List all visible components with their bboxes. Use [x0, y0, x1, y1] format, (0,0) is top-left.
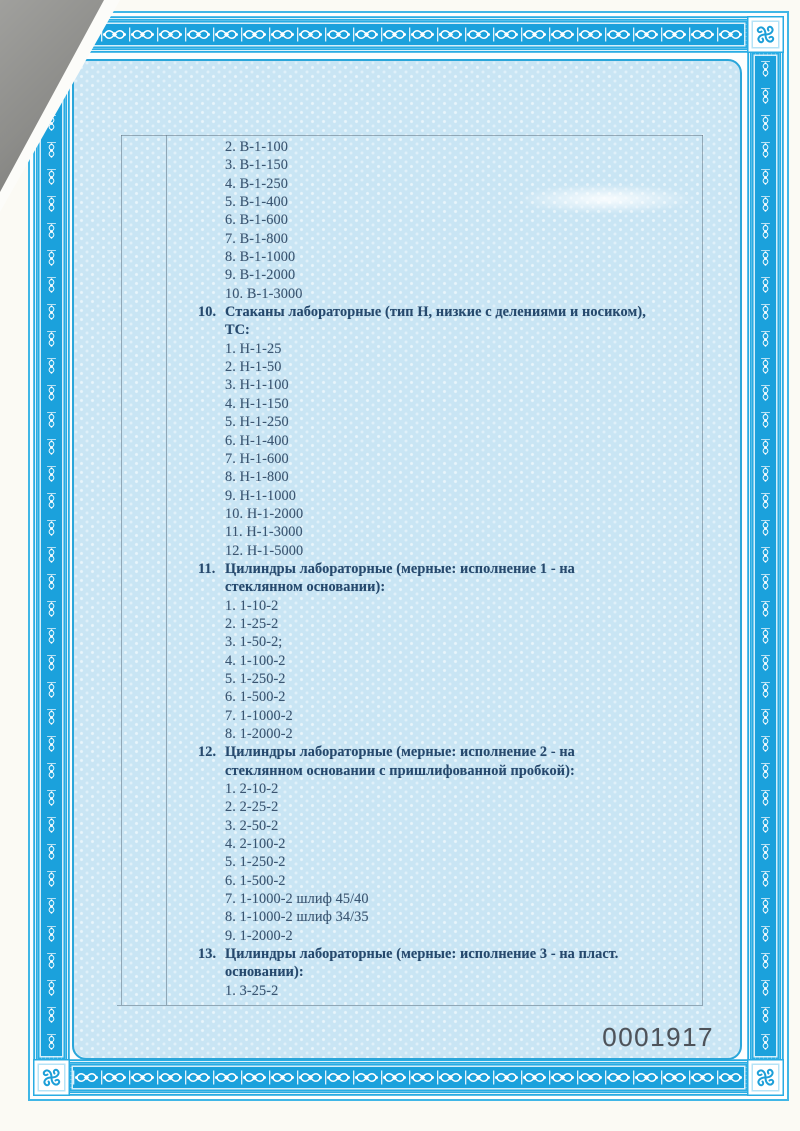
product-list: [198, 138, 709, 1000]
ornament-motif-icon: [43, 353, 60, 380]
ornament-motif-icon: [465, 26, 492, 43]
ornament-motif-icon: [43, 921, 60, 948]
ornament-motif-icon: [241, 26, 268, 43]
list-item-line: 10. Н-1-2000: [225, 505, 304, 522]
list-item-line: 4. 1-100-2: [225, 652, 286, 669]
ornament-motif-icon: [43, 218, 60, 245]
list-item-line: 1. 3-25-2: [225, 982, 279, 999]
ornament-motif-icon: [43, 893, 60, 920]
list-item-line: 3. В-1-150: [225, 157, 288, 174]
section-number: 12.: [198, 744, 217, 761]
ornament-motif-icon: [297, 26, 324, 43]
ornament-motif-icon: [381, 1069, 408, 1086]
ornament-motif-icon: [549, 1069, 576, 1086]
ornament-motif-icon: [353, 26, 380, 43]
ornament-motif-icon: [465, 1069, 492, 1086]
corner-ornament-bottom-left: [33, 1059, 70, 1096]
ornament-motif-icon: [757, 191, 774, 218]
ornament-motif-icon: [757, 921, 774, 948]
list-item-line: 3. 1-50-2;: [225, 634, 283, 651]
list-item-line: 7. В-1-800: [225, 230, 288, 247]
ornament-motif-icon: [43, 569, 60, 596]
list-item-line: 5. Н-1-250: [225, 414, 289, 431]
ornament-motif-icon: [549, 26, 576, 43]
ornament-motif-icon: [43, 515, 60, 542]
list-item-line: 8. 1-1000-2 шлиф 34/35: [225, 909, 369, 926]
list-item-line: 1. Н-1-25: [225, 340, 282, 357]
list-item-line: 12. Н-1-5000: [225, 542, 304, 559]
list-item-line: 3. Н-1-100: [225, 377, 289, 394]
ornament-motif-icon: [757, 83, 774, 110]
list-item-line: 8. 1-2000-2: [225, 726, 293, 742]
ornament-motif-icon: [43, 191, 60, 218]
ornament-motif-icon: [689, 26, 716, 43]
ornament-motif-icon: [757, 488, 774, 515]
ornament-motif-icon: [661, 1069, 688, 1086]
list-item-line: 10. В-1-3000: [225, 285, 303, 302]
list-item-line: 4. 2-100-2: [225, 836, 286, 853]
ornament-motif-icon: [757, 758, 774, 785]
ornament-motif-icon: [757, 623, 774, 650]
ornament-motif-icon: [213, 1069, 240, 1086]
section-number: 13.: [198, 946, 217, 963]
ornament-motif-icon: [101, 1069, 128, 1086]
section-header-line: основании):: [225, 964, 304, 981]
list-item-line: 3. 2-50-2: [225, 817, 279, 834]
ornament-motif-icon: [757, 1002, 774, 1029]
ornament-motif-icon: [353, 1069, 380, 1086]
ornament-motif-icon: [43, 164, 60, 191]
ornament-motif-icon: [43, 407, 60, 434]
list-item-line: 2. В-1-100: [225, 139, 288, 155]
list-item-line: 2. Н-1-50: [225, 359, 282, 376]
list-item-line: 4. Н-1-150: [225, 395, 289, 412]
ornament-motif-icon: [757, 542, 774, 569]
ornament-motif-icon: [757, 677, 774, 704]
ornament-motif-icon: [757, 515, 774, 542]
table-rule-vertical-1: [121, 135, 122, 1005]
ornament-motif-icon: [43, 677, 60, 704]
ornament-motif-icon: [43, 650, 60, 677]
section-header-line: 12. Цилиндры лабораторные (мерные: исполнение 2 - на: [198, 744, 575, 761]
ornament-motif-icon: [757, 650, 774, 677]
list-item-line: 1. 1-10-2: [225, 597, 279, 614]
ornament-motif-icon: [437, 1069, 464, 1086]
list-item-line: 9. Н-1-1000: [225, 487, 296, 504]
ornament-motif-icon: [43, 542, 60, 569]
corner-horn-ornament-icon: [752, 21, 779, 48]
ornament-motif-icon: [409, 26, 436, 43]
border-band-bottom: [67, 1059, 750, 1096]
ornament-chain-top: [73, 24, 744, 45]
ornament-motif-icon: [493, 1069, 520, 1086]
table-rule-vertical-2: [166, 135, 167, 1005]
ornament-motif-icon: [43, 245, 60, 272]
ornament-motif-icon: [757, 731, 774, 758]
list-item-line: 6. 1-500-2: [225, 872, 286, 889]
list-item-line: 5. В-1-400: [225, 194, 288, 211]
list-item-line: 2. 2-25-2: [225, 799, 279, 816]
ornament-motif-icon: [43, 623, 60, 650]
ornament-motif-icon: [577, 26, 604, 43]
ornament-motif-icon: [437, 26, 464, 43]
ornament-motif-icon: [757, 245, 774, 272]
section-header-line: стеклянном основании):: [225, 579, 386, 596]
table-rule-top: [121, 135, 703, 136]
ornament-motif-icon: [757, 434, 774, 461]
ornament-motif-icon: [43, 137, 60, 164]
ornament-motif-icon: [633, 26, 660, 43]
section-header-line: 11. Цилиндры лабораторные (мерные: исполнение 1 - на: [198, 560, 575, 577]
list-item-line: 9. 1-2000-2: [225, 927, 293, 944]
ornament-motif-icon: [493, 26, 520, 43]
ornament-motif-icon: [43, 839, 60, 866]
ornament-motif-icon: [43, 1029, 60, 1056]
corner-ornament-top-right: [747, 16, 784, 53]
ornament-motif-icon: [757, 839, 774, 866]
ornament-motif-icon: [157, 1069, 184, 1086]
ornament-motif-icon: [757, 353, 774, 380]
ornament-motif-icon: [757, 326, 774, 353]
ornament-motif-icon: [757, 218, 774, 245]
ornament-motif-icon: [43, 812, 60, 839]
section-number: 11.: [198, 560, 216, 577]
ornament-motif-icon: [43, 434, 60, 461]
ornament-motif-icon: [269, 1069, 296, 1086]
ornament-motif-icon: [757, 866, 774, 893]
section-number: 10.: [198, 304, 217, 321]
ornament-motif-icon: [43, 866, 60, 893]
ornament-motif-icon: [717, 26, 744, 43]
border-band-right: [747, 50, 784, 1062]
ornament-motif-icon: [605, 26, 632, 43]
ornament-motif-icon: [757, 56, 774, 83]
list-item-line: 5. 1-250-2: [225, 854, 286, 871]
ornament-motif-icon: [757, 110, 774, 137]
table-rule-bottom: [117, 1005, 703, 1006]
form-serial-number: 0001917: [602, 1022, 714, 1052]
list-item-line: 6. В-1-600: [225, 212, 288, 229]
corner-horn-ornament-icon: [752, 1064, 779, 1091]
ornament-motif-icon: [757, 299, 774, 326]
ornament-motif-icon: [689, 1069, 716, 1086]
corner-ornament-bottom-right: [747, 1059, 784, 1096]
ornament-motif-icon: [43, 758, 60, 785]
ornament-motif-icon: [717, 1069, 744, 1086]
ornament-chain-left: [41, 56, 62, 1056]
list-sections: [198, 138, 709, 1000]
list-item-line: 11. Н-1-3000: [225, 524, 303, 541]
ornament-motif-icon: [101, 26, 128, 43]
list-item-line: 8. В-1-1000: [225, 249, 296, 266]
section-header-line: 10. Стаканы лабораторные (тип Н, низкие с делениями и носиком),: [198, 304, 646, 321]
ornament-motif-icon: [185, 1069, 212, 1086]
ornament-chain-bottom: [73, 1067, 744, 1088]
ornament-motif-icon: [633, 1069, 660, 1086]
ornament-motif-icon: [43, 704, 60, 731]
ornament-motif-icon: [757, 975, 774, 1002]
list-item-line: 1. 2-10-2: [225, 781, 279, 798]
ornament-motif-icon: [381, 26, 408, 43]
ornament-motif-icon: [129, 1069, 156, 1086]
ornament-motif-icon: [43, 785, 60, 812]
ornament-motif-icon: [213, 26, 240, 43]
ornament-motif-icon: [43, 731, 60, 758]
ornament-motif-icon: [43, 1002, 60, 1029]
list-item-line: 8. Н-1-800: [225, 469, 289, 486]
list-item-line: 4. В-1-250: [225, 175, 288, 192]
ornament-motif-icon: [521, 1069, 548, 1086]
ornament-motif-icon: [661, 26, 688, 43]
ornament-motif-icon: [757, 380, 774, 407]
ornament-motif-icon: [43, 299, 60, 326]
corner-horn-ornament-icon: [38, 1064, 65, 1091]
ornament-motif-icon: [325, 1069, 352, 1086]
ornament-motif-icon: [43, 975, 60, 1002]
ornament-motif-icon: [43, 326, 60, 353]
ornament-motif-icon: [43, 272, 60, 299]
list-item-line: 6. Н-1-400: [225, 432, 289, 449]
ornament-motif-icon: [269, 26, 296, 43]
ornament-motif-icon: [757, 407, 774, 434]
section-header-line: ТС:: [225, 322, 250, 339]
ornament-motif-icon: [757, 137, 774, 164]
ornament-motif-icon: [157, 26, 184, 43]
ornament-motif-icon: [757, 596, 774, 623]
ornament-motif-icon: [185, 26, 212, 43]
ornament-motif-icon: [73, 1069, 100, 1086]
ornament-motif-icon: [757, 272, 774, 299]
ornament-motif-icon: [757, 948, 774, 975]
ornament-motif-icon: [43, 948, 60, 975]
border-band-left: [33, 50, 70, 1062]
ornament-motif-icon: [43, 488, 60, 515]
ornament-motif-icon: [757, 704, 774, 731]
ornament-motif-icon: [757, 812, 774, 839]
list-item-line: 7. Н-1-600: [225, 450, 289, 467]
section-header-line: 13. Цилиндры лабораторные (мерные: исполнение 3 - на пласт.: [198, 946, 619, 963]
ornament-motif-icon: [757, 164, 774, 191]
list-item-line: 6. 1-500-2: [225, 689, 286, 706]
list-item-line: 2. 1-25-2: [225, 615, 279, 632]
ornament-motif-icon: [43, 596, 60, 623]
list-item-line: 9. В-1-2000: [225, 267, 296, 284]
ornament-motif-icon: [605, 1069, 632, 1086]
border-band-top: [67, 16, 750, 53]
ornament-motif-icon: [409, 1069, 436, 1086]
ornament-motif-icon: [43, 461, 60, 488]
list-item-line: 7. 1-1000-2 шлиф 45/40: [225, 891, 369, 908]
ornament-motif-icon: [757, 1029, 774, 1056]
ornament-motif-icon: [757, 569, 774, 596]
ornament-motif-icon: [297, 1069, 324, 1086]
ornament-motif-icon: [129, 26, 156, 43]
ornament-motif-icon: [521, 26, 548, 43]
ornament-motif-icon: [757, 461, 774, 488]
ornament-motif-icon: [43, 380, 60, 407]
ornament-motif-icon: [325, 26, 352, 43]
ornament-motif-icon: [577, 1069, 604, 1086]
list-item-line: 7. 1-1000-2: [225, 707, 293, 724]
ornament-motif-icon: [757, 785, 774, 812]
ornament-motif-icon: [241, 1069, 268, 1086]
section-header-line: стеклянном основании с пришлифованной пробкой):: [225, 762, 575, 779]
list-item-line: 5. 1-250-2: [225, 670, 286, 687]
ornament-chain-right: [755, 56, 776, 1056]
ornament-motif-icon: [757, 893, 774, 920]
